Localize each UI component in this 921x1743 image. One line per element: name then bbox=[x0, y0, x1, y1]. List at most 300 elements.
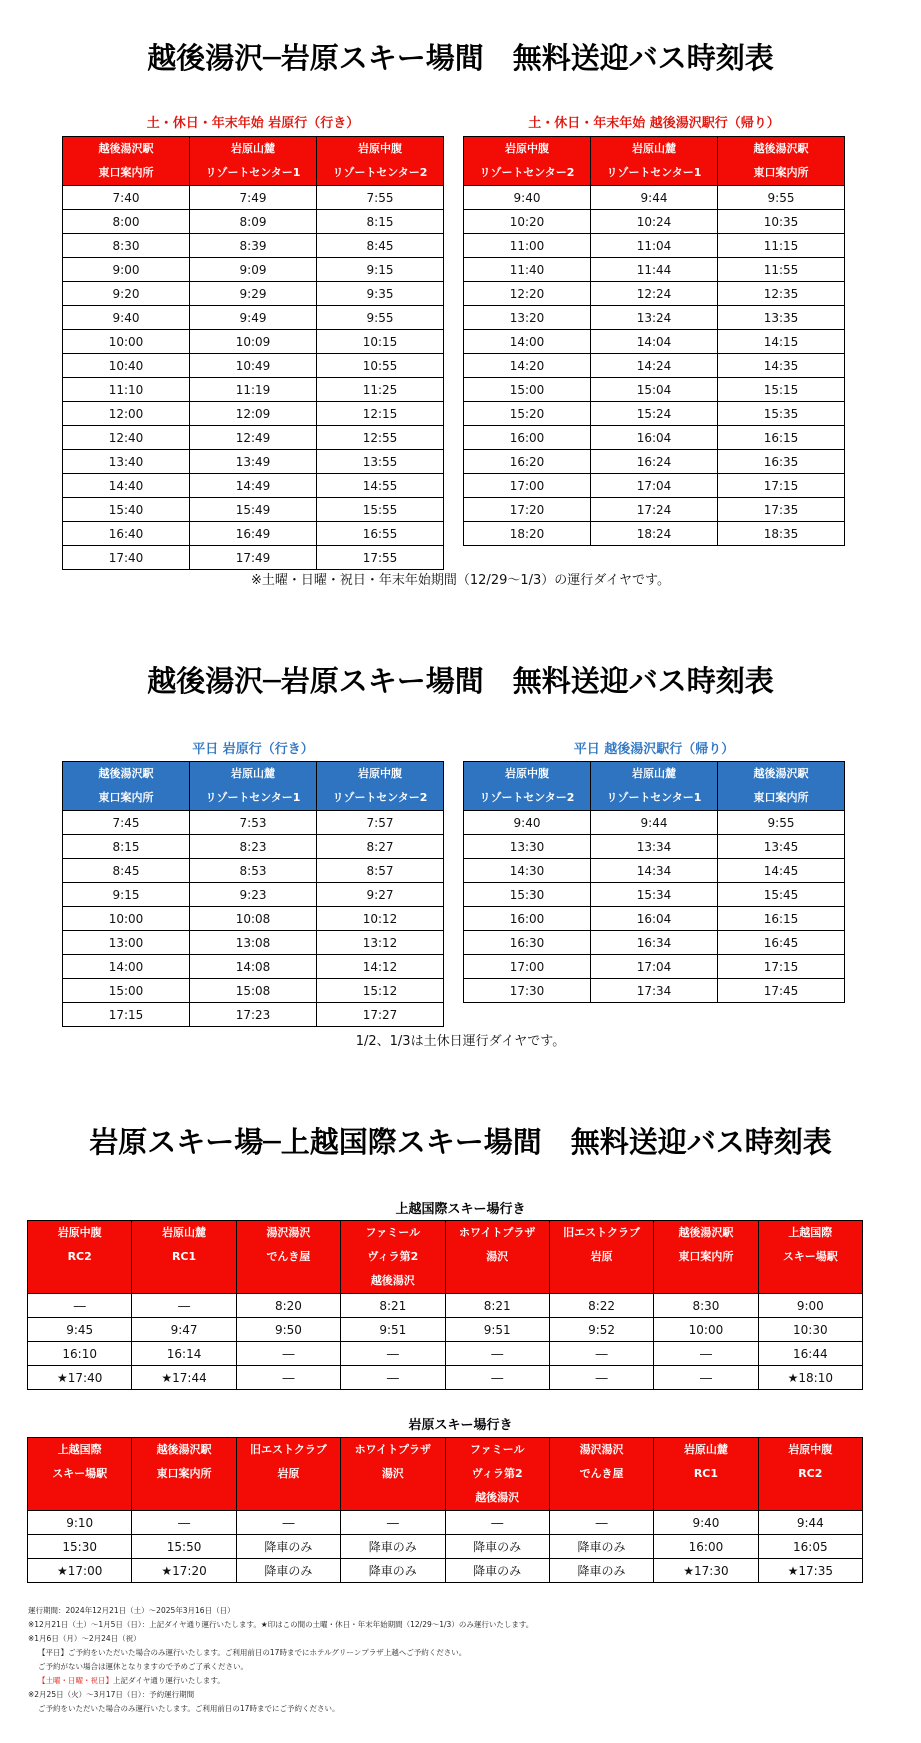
table-row bbox=[464, 186, 845, 210]
time-cell: 12:35 bbox=[718, 282, 845, 306]
time-cell: ★17:44 bbox=[132, 1366, 236, 1390]
time-cell: 10:30 bbox=[758, 1318, 862, 1342]
column-header-line: ヴィラ第2 bbox=[471, 1467, 523, 1480]
table-row bbox=[63, 426, 444, 450]
time-cell: 10:08 bbox=[190, 907, 317, 931]
table-row bbox=[63, 234, 444, 258]
time-cell: 10:00 bbox=[63, 330, 190, 354]
column-header-line: リゾートセンター2 bbox=[332, 791, 428, 804]
column-header bbox=[591, 762, 718, 811]
header-row bbox=[28, 1438, 863, 1511]
time-cell: 8:30 bbox=[63, 234, 190, 258]
time-cell: 15:34 bbox=[591, 883, 718, 907]
section1-inbound-caption: 土・休日・年末年始 越後湯沢駅行（帰り） bbox=[528, 116, 780, 131]
time-cell: 16:10 bbox=[28, 1342, 132, 1366]
time-cell: 8:09 bbox=[190, 210, 317, 234]
table-row bbox=[28, 1366, 863, 1390]
time-cell: 16:24 bbox=[591, 450, 718, 474]
time-cell: 16:00 bbox=[654, 1535, 758, 1559]
time-cell: 13:00 bbox=[63, 931, 190, 955]
time-cell: ― bbox=[445, 1342, 549, 1366]
time-cell: ― bbox=[236, 1511, 340, 1535]
column-header-line: 湯沢 bbox=[486, 1250, 509, 1263]
table-row bbox=[464, 378, 845, 402]
time-cell: 17:30 bbox=[464, 979, 591, 1003]
table-row bbox=[63, 522, 444, 546]
column-header bbox=[654, 1438, 758, 1511]
time-cell: 13:30 bbox=[464, 835, 591, 859]
time-cell: 15:12 bbox=[317, 979, 444, 1003]
column-header-line: 東口案内所 bbox=[753, 791, 809, 804]
table-row bbox=[28, 1318, 863, 1342]
time-cell: 9:15 bbox=[317, 258, 444, 282]
time-cell: 9:44 bbox=[758, 1511, 862, 1535]
time-cell: ★18:10 bbox=[758, 1366, 862, 1390]
column-header-line: 越後湯沢駅 bbox=[678, 1226, 734, 1239]
time-cell: 15:30 bbox=[464, 883, 591, 907]
column-header bbox=[758, 1221, 862, 1294]
time-cell: 17:15 bbox=[718, 474, 845, 498]
time-cell: 18:35 bbox=[718, 522, 845, 546]
header-row bbox=[63, 762, 444, 811]
time-cell: 15:00 bbox=[464, 378, 591, 402]
time-cell: 8:21 bbox=[341, 1294, 445, 1318]
time-cell: 17:04 bbox=[591, 474, 718, 498]
time-cell: 7:45 bbox=[63, 811, 190, 835]
column-header-line: リゾートセンター1 bbox=[205, 791, 301, 804]
time-cell: 13:08 bbox=[190, 931, 317, 955]
column-header bbox=[317, 762, 444, 811]
time-cell: 9:15 bbox=[63, 883, 190, 907]
time-cell: 8:53 bbox=[190, 859, 317, 883]
time-cell: 17:23 bbox=[190, 1003, 317, 1027]
column-header bbox=[63, 762, 190, 811]
table-row bbox=[63, 859, 444, 883]
column-header-line: リゾートセンター2 bbox=[479, 791, 575, 804]
header-row bbox=[28, 1221, 863, 1294]
time-cell: 9:40 bbox=[464, 811, 591, 835]
time-cell: 9:51 bbox=[341, 1318, 445, 1342]
time-cell: 10:40 bbox=[63, 354, 190, 378]
time-cell: 14:45 bbox=[718, 859, 845, 883]
time-cell: 7:40 bbox=[63, 186, 190, 210]
header-row bbox=[464, 137, 845, 186]
time-cell: 11:40 bbox=[464, 258, 591, 282]
footer-note-1: ※12月21日（土）～1月5日（日）：上記ダイヤ通り運行いたします。★印はこの間の土曜・休日・年末年始期間（12/29～1/3）のみ運行いたします。 bbox=[28, 1620, 534, 1629]
time-cell: 13:34 bbox=[591, 835, 718, 859]
table-row bbox=[464, 522, 845, 546]
column-header bbox=[464, 137, 591, 186]
table-row bbox=[28, 1511, 863, 1535]
time-cell: 11:44 bbox=[591, 258, 718, 282]
time-cell: 9:55 bbox=[718, 811, 845, 835]
time-cell: 17:00 bbox=[464, 955, 591, 979]
time-cell: 11:04 bbox=[591, 234, 718, 258]
time-cell: 13:35 bbox=[718, 306, 845, 330]
column-header-line: ファミール bbox=[365, 1226, 421, 1239]
time-cell: ― bbox=[341, 1511, 445, 1535]
time-cell: ― bbox=[549, 1342, 653, 1366]
time-cell: 9:45 bbox=[28, 1318, 132, 1342]
column-header-line: 越後湯沢駅 bbox=[753, 767, 809, 780]
time-cell: 14:12 bbox=[317, 955, 444, 979]
column-header-line: 上越国際 bbox=[57, 1443, 102, 1456]
column-header bbox=[549, 1221, 653, 1294]
time-cell: 14:35 bbox=[718, 354, 845, 378]
table-row bbox=[63, 1003, 444, 1027]
footer-notes bbox=[28, 1604, 898, 1716]
time-cell: ★17:20 bbox=[132, 1559, 236, 1583]
column-header bbox=[236, 1221, 340, 1294]
time-cell: 8:23 bbox=[190, 835, 317, 859]
table-row bbox=[464, 210, 845, 234]
column-header-line: 東口案内所 bbox=[98, 166, 154, 179]
column-header-line: 越後湯沢 bbox=[370, 1274, 415, 1287]
table-row bbox=[63, 354, 444, 378]
time-cell: ― bbox=[654, 1366, 758, 1390]
footer-note-6: ※2月25日（火）～3月17日（日）：予約運行期間 bbox=[28, 1690, 195, 1699]
time-cell: ― bbox=[236, 1342, 340, 1366]
time-cell: 14:08 bbox=[190, 955, 317, 979]
table-row bbox=[28, 1342, 863, 1366]
time-cell: 14:24 bbox=[591, 354, 718, 378]
time-cell: 9:47 bbox=[132, 1318, 236, 1342]
time-cell: 9:49 bbox=[190, 306, 317, 330]
table-row bbox=[63, 931, 444, 955]
time-cell: 12:09 bbox=[190, 402, 317, 426]
column-header bbox=[445, 1438, 549, 1511]
time-cell: 7:57 bbox=[317, 811, 444, 835]
time-cell: 16:04 bbox=[591, 907, 718, 931]
column-header-line: 岩原中腹 bbox=[505, 767, 549, 780]
time-cell: ★17:40 bbox=[28, 1366, 132, 1390]
time-cell: 7:53 bbox=[190, 811, 317, 835]
time-cell: 15:35 bbox=[718, 402, 845, 426]
time-cell: 14:40 bbox=[63, 474, 190, 498]
table-row bbox=[28, 1559, 863, 1583]
section1-note: ※土曜・日曜・祝日・年末年始期間（12/29～1/3）の運行ダイヤです。 bbox=[251, 573, 670, 588]
table-row bbox=[464, 402, 845, 426]
time-cell: 9:52 bbox=[549, 1318, 653, 1342]
time-cell: 10:55 bbox=[317, 354, 444, 378]
time-cell: 9:51 bbox=[445, 1318, 549, 1342]
time-cell: 17:45 bbox=[718, 979, 845, 1003]
time-cell: 9:55 bbox=[317, 306, 444, 330]
column-header bbox=[28, 1438, 132, 1511]
time-cell: 13:45 bbox=[718, 835, 845, 859]
column-header bbox=[718, 137, 845, 186]
column-header-line: リゾートセンター1 bbox=[205, 166, 301, 179]
section3-to-kokusai-caption: 上越国際スキー場行き bbox=[395, 1202, 526, 1217]
time-cell: 14:00 bbox=[63, 955, 190, 979]
time-cell: 9:29 bbox=[190, 282, 317, 306]
footer-note-2: ※1月6日（月）～2月24日（祝） bbox=[28, 1634, 141, 1643]
table-row bbox=[464, 474, 845, 498]
column-header-line: 東口案内所 bbox=[98, 791, 154, 804]
time-cell: 9:23 bbox=[190, 883, 317, 907]
column-header-line: 湯沢湯沢 bbox=[579, 1443, 624, 1456]
footer-note-7: ご予約をいただいた場合のみ運行いたします。ご利用前日の17時までにご予約ください。 bbox=[38, 1704, 340, 1713]
footer-note-4: ご予約がない場合は運休となりますので予めご了承ください。 bbox=[38, 1662, 248, 1671]
time-cell: 17:00 bbox=[464, 474, 591, 498]
section3-to-iwappara-caption: 岩原スキー場行き bbox=[408, 1418, 513, 1433]
time-cell: ― bbox=[549, 1366, 653, 1390]
table-row bbox=[63, 979, 444, 1003]
time-cell: 8:21 bbox=[445, 1294, 549, 1318]
time-cell: 8:39 bbox=[190, 234, 317, 258]
table-row bbox=[63, 402, 444, 426]
time-cell: ― bbox=[132, 1511, 236, 1535]
column-header bbox=[718, 762, 845, 811]
time-cell: 15:24 bbox=[591, 402, 718, 426]
time-cell: 12:20 bbox=[464, 282, 591, 306]
table-row bbox=[63, 186, 444, 210]
table-row bbox=[28, 1535, 863, 1559]
column-header bbox=[341, 1438, 445, 1511]
column-header-line: 越後湯沢駅 bbox=[98, 767, 154, 780]
time-cell: 16:44 bbox=[758, 1342, 862, 1366]
table-row bbox=[464, 306, 845, 330]
column-header-line: 上越国際 bbox=[788, 1226, 833, 1239]
table-row bbox=[464, 330, 845, 354]
time-cell: 14:00 bbox=[464, 330, 591, 354]
footer-weekend-text: 上記ダイヤ通り運行いたします。 bbox=[113, 1676, 225, 1685]
column-header-line: 岩原山麓 bbox=[632, 142, 676, 155]
time-cell: ― bbox=[341, 1342, 445, 1366]
time-cell: 16:35 bbox=[718, 450, 845, 474]
time-cell: ― bbox=[236, 1366, 340, 1390]
time-cell: 9:40 bbox=[464, 186, 591, 210]
time-cell: 12:55 bbox=[317, 426, 444, 450]
time-cell: 9:09 bbox=[190, 258, 317, 282]
time-cell: ― bbox=[445, 1511, 549, 1535]
time-cell: 15:00 bbox=[63, 979, 190, 1003]
table-row bbox=[464, 979, 845, 1003]
time-cell: 9:44 bbox=[591, 186, 718, 210]
column-header bbox=[190, 137, 317, 186]
column-header-line: RC2 bbox=[67, 1250, 92, 1263]
column-header-line: 越後湯沢駅 bbox=[98, 142, 154, 155]
time-cell: 降車のみ bbox=[236, 1535, 340, 1559]
table-row bbox=[63, 378, 444, 402]
time-cell: 13:55 bbox=[317, 450, 444, 474]
time-cell: 15:15 bbox=[718, 378, 845, 402]
time-cell: 15:20 bbox=[464, 402, 591, 426]
time-cell: 17:15 bbox=[63, 1003, 190, 1027]
table-row bbox=[464, 883, 845, 907]
column-header bbox=[132, 1438, 236, 1511]
table-row bbox=[63, 210, 444, 234]
table-row bbox=[464, 835, 845, 859]
column-header-line: 岩原中腹 bbox=[788, 1443, 833, 1456]
column-header bbox=[654, 1221, 758, 1294]
table-row bbox=[464, 450, 845, 474]
column-header-line: 旧エストクラブ bbox=[563, 1226, 640, 1239]
section1-outbound-table bbox=[62, 136, 444, 570]
section1-title: 越後湯沢─岩原スキー場間 無料送迎バス時刻表 bbox=[147, 41, 774, 75]
time-cell: 16:45 bbox=[718, 931, 845, 955]
table-row bbox=[63, 907, 444, 931]
time-cell: 8:00 bbox=[63, 210, 190, 234]
time-cell: 10:09 bbox=[190, 330, 317, 354]
time-cell: 10:15 bbox=[317, 330, 444, 354]
column-header-line: ファミール bbox=[469, 1443, 525, 1456]
time-cell: 11:10 bbox=[63, 378, 190, 402]
time-cell: 15:50 bbox=[132, 1535, 236, 1559]
time-cell: 8:45 bbox=[63, 859, 190, 883]
footer-weekend-label: 【土曜・日曜・祝日】 bbox=[38, 1676, 113, 1685]
header-row bbox=[464, 762, 845, 811]
column-header-line: 旧エストクラブ bbox=[250, 1443, 327, 1456]
section3-to-kokusai-table bbox=[27, 1220, 863, 1390]
time-cell: 13:12 bbox=[317, 931, 444, 955]
time-cell: 13:49 bbox=[190, 450, 317, 474]
table-row bbox=[63, 498, 444, 522]
table-row bbox=[63, 258, 444, 282]
section2-inbound-caption: 平日 越後湯沢駅行（帰り） bbox=[573, 742, 735, 757]
time-cell: 11:19 bbox=[190, 378, 317, 402]
time-cell: 降車のみ bbox=[236, 1559, 340, 1583]
column-header-line: 越後湯沢 bbox=[475, 1491, 520, 1504]
column-header-line: でんき屋 bbox=[579, 1467, 624, 1480]
time-cell: 9:35 bbox=[317, 282, 444, 306]
time-cell: 10:12 bbox=[317, 907, 444, 931]
table-row bbox=[63, 546, 444, 570]
section2-note: 1/2、1/3は土休日運行ダイヤです。 bbox=[355, 1034, 566, 1049]
time-cell: 降車のみ bbox=[341, 1559, 445, 1583]
time-cell: 11:25 bbox=[317, 378, 444, 402]
table-row bbox=[464, 234, 845, 258]
table-row bbox=[464, 931, 845, 955]
section1-outbound-caption: 土・休日・年末年始 岩原行（行き） bbox=[146, 116, 360, 131]
column-header-line: リゾートセンター1 bbox=[606, 791, 702, 804]
time-cell: 12:40 bbox=[63, 426, 190, 450]
table-row bbox=[63, 330, 444, 354]
time-cell: 降車のみ bbox=[445, 1535, 549, 1559]
time-cell: 14:04 bbox=[591, 330, 718, 354]
column-header-line: 岩原中腹 bbox=[57, 1226, 102, 1239]
column-header-line: 岩原中腹 bbox=[505, 142, 549, 155]
column-header-line: 湯沢 bbox=[381, 1467, 404, 1480]
column-header-line: 岩原 bbox=[277, 1467, 300, 1480]
time-cell: 14:20 bbox=[464, 354, 591, 378]
time-cell: 10:24 bbox=[591, 210, 718, 234]
time-cell: 9:27 bbox=[317, 883, 444, 907]
time-cell: 16:00 bbox=[464, 907, 591, 931]
table-row bbox=[28, 1294, 863, 1318]
time-cell: 12:00 bbox=[63, 402, 190, 426]
time-cell: 16:14 bbox=[132, 1342, 236, 1366]
column-header-line: 越後湯沢駅 bbox=[753, 142, 809, 155]
column-header-line: リゾートセンター1 bbox=[606, 166, 702, 179]
time-cell: 17:49 bbox=[190, 546, 317, 570]
time-cell: 17:04 bbox=[591, 955, 718, 979]
time-cell: 11:55 bbox=[718, 258, 845, 282]
table-row bbox=[464, 498, 845, 522]
time-cell: 10:20 bbox=[464, 210, 591, 234]
time-cell: 15:49 bbox=[190, 498, 317, 522]
column-header-line: リゾートセンター2 bbox=[479, 166, 575, 179]
column-header bbox=[132, 1221, 236, 1294]
time-cell: 16:49 bbox=[190, 522, 317, 546]
column-header bbox=[445, 1221, 549, 1294]
time-cell: 15:40 bbox=[63, 498, 190, 522]
table-row bbox=[63, 450, 444, 474]
column-header-line: 岩原 bbox=[590, 1250, 613, 1263]
column-header-line: 岩原山麓 bbox=[683, 1443, 728, 1456]
time-cell: 12:15 bbox=[317, 402, 444, 426]
footer-period: 運行期間：2024年12月21日（土）～2025年3月16日（日） bbox=[28, 1606, 235, 1615]
column-header bbox=[28, 1221, 132, 1294]
column-header-line: でんき屋 bbox=[266, 1250, 311, 1263]
time-cell: 9:40 bbox=[63, 306, 190, 330]
table-row bbox=[63, 282, 444, 306]
table-row bbox=[464, 907, 845, 931]
table-row bbox=[464, 282, 845, 306]
time-cell: 9:55 bbox=[718, 186, 845, 210]
column-header-line: RC1 bbox=[171, 1250, 197, 1263]
time-cell: 8:22 bbox=[549, 1294, 653, 1318]
column-header-line: RC1 bbox=[693, 1467, 719, 1480]
time-cell: 9:50 bbox=[236, 1318, 340, 1342]
time-cell: 14:15 bbox=[718, 330, 845, 354]
time-cell: ― bbox=[132, 1294, 236, 1318]
column-header bbox=[341, 1221, 445, 1294]
time-cell: 10:00 bbox=[63, 907, 190, 931]
time-cell: 8:27 bbox=[317, 835, 444, 859]
time-cell: 15:30 bbox=[28, 1535, 132, 1559]
time-cell: 16:05 bbox=[758, 1535, 862, 1559]
time-cell: ― bbox=[654, 1342, 758, 1366]
time-cell: 16:30 bbox=[464, 931, 591, 955]
time-cell: 16:20 bbox=[464, 450, 591, 474]
time-cell: 7:49 bbox=[190, 186, 317, 210]
time-cell: 11:15 bbox=[718, 234, 845, 258]
column-header-line: 岩原山麓 bbox=[231, 142, 275, 155]
time-cell: ― bbox=[549, 1511, 653, 1535]
column-header-line: ヴィラ第2 bbox=[367, 1250, 419, 1263]
table-row bbox=[464, 258, 845, 282]
time-cell: 16:00 bbox=[464, 426, 591, 450]
table-row bbox=[63, 955, 444, 979]
table-row bbox=[464, 354, 845, 378]
column-header-line: 岩原中腹 bbox=[358, 142, 402, 155]
column-header-line: 岩原山麓 bbox=[231, 767, 275, 780]
column-header-line: 東口案内所 bbox=[753, 166, 809, 179]
header-row bbox=[63, 137, 444, 186]
table-row bbox=[63, 306, 444, 330]
time-cell: 降車のみ bbox=[549, 1559, 653, 1583]
column-header-line: 越後湯沢駅 bbox=[156, 1443, 212, 1456]
time-cell: 17:20 bbox=[464, 498, 591, 522]
time-cell: 17:27 bbox=[317, 1003, 444, 1027]
time-cell: 降車のみ bbox=[549, 1535, 653, 1559]
time-cell: 14:30 bbox=[464, 859, 591, 883]
column-header-line: スキー場駅 bbox=[52, 1467, 108, 1480]
time-cell: 8:20 bbox=[236, 1294, 340, 1318]
section3-to-iwappara-table bbox=[27, 1437, 863, 1583]
time-cell: 16:34 bbox=[591, 931, 718, 955]
column-header bbox=[591, 137, 718, 186]
table-row bbox=[464, 859, 845, 883]
time-cell: 13:40 bbox=[63, 450, 190, 474]
column-header-line: 東口案内所 bbox=[156, 1467, 212, 1480]
time-cell: ― bbox=[445, 1366, 549, 1390]
footer-note-5 bbox=[28, 1674, 898, 1688]
column-header-line: RC2 bbox=[798, 1467, 823, 1480]
time-cell: 降車のみ bbox=[341, 1535, 445, 1559]
column-header-line: スキー場駅 bbox=[782, 1250, 838, 1263]
